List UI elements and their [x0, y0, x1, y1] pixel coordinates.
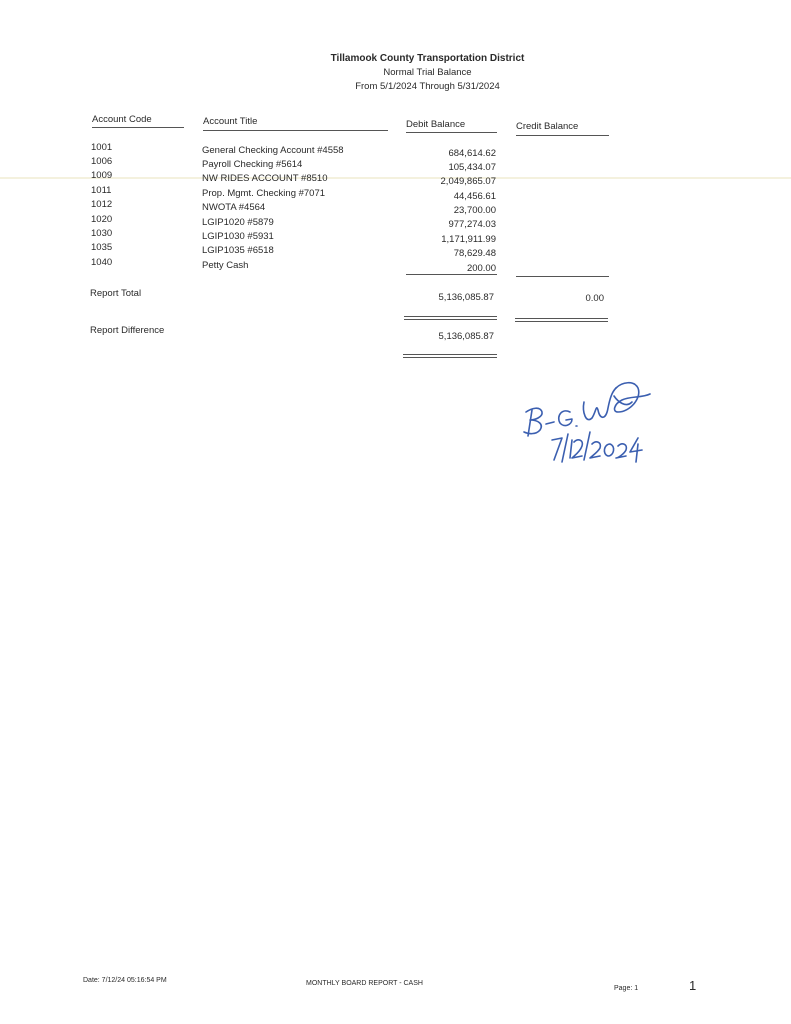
credit-total-double-line-1 [515, 318, 608, 319]
difference-double-line-2 [403, 357, 497, 358]
debit-total-double-line-2 [404, 319, 497, 320]
column-account-title: Account Title [203, 116, 258, 127]
debit-balance: 78,629.48 [453, 248, 496, 259]
account-code: 1040 [91, 257, 113, 268]
credit-total-double-line-2 [515, 321, 608, 322]
account-code: 1009 [91, 170, 113, 181]
handwritten-signature [518, 368, 668, 464]
column-account-code: Account Code [92, 114, 152, 125]
debit-balance: 684,614.62 [448, 148, 496, 159]
debit-balance: 105,434.07 [448, 162, 496, 173]
underline-credit [516, 135, 609, 136]
report-total-debit: 5,136,085.87 [438, 292, 494, 303]
debit-balance: 977,274.03 [448, 219, 496, 230]
footer-report-title: MONTHLY BOARD REPORT - CASH [306, 980, 423, 987]
report-total-label: Report Total [90, 288, 142, 299]
debit-balance: 44,456.61 [453, 191, 496, 202]
debit-balance: 2,049,865.07 [440, 176, 496, 187]
scan-artifact [0, 177, 791, 179]
account-code: 1001 [91, 142, 113, 153]
account-code: 1006 [91, 156, 113, 167]
debit-balance: 200.00 [466, 263, 496, 274]
difference-double-line-1 [403, 354, 497, 355]
account-code: 1030 [91, 228, 113, 239]
column-credit-balance: Credit Balance [516, 121, 579, 132]
underline-code [92, 127, 184, 128]
account-title: NWOTA #4564 [202, 202, 266, 213]
report-period: From 5/1/2024 Through 5/31/2024 [355, 81, 500, 92]
company-name: Tillamook County Transportation District [330, 53, 525, 64]
report-difference-value: 5,136,085.87 [438, 331, 494, 342]
account-title: LGIP1020 #5879 [202, 217, 274, 228]
debit-balance: 1,171,911.99 [441, 234, 496, 245]
report-name: Normal Trial Balance [383, 67, 472, 78]
underline-debit [406, 132, 497, 133]
account-code: 1012 [91, 199, 113, 210]
account-title: NW RIDES ACCOUNT #8510 [202, 173, 328, 184]
account-title: General Checking Account #4558 [202, 145, 344, 156]
footer-page-label: Page: 1 [614, 985, 639, 992]
debit-subtotal-line [406, 274, 497, 275]
credit-subtotal-line [516, 276, 609, 277]
column-debit-balance: Debit Balance [406, 119, 466, 130]
page-number: 1 [689, 978, 697, 993]
account-code: 1020 [91, 214, 113, 225]
debit-total-double-line-1 [404, 316, 497, 317]
account-title: Petty Cash [202, 260, 249, 271]
footer-print-date: Date: 7/12/24 05:16:54 PM [83, 977, 167, 984]
report-total-credit: 0.00 [585, 293, 604, 304]
account-title: Prop. Mgmt. Checking #7071 [202, 188, 326, 199]
account-title: LGIP1030 #5931 [202, 231, 274, 242]
debit-balance: 23,700.00 [453, 205, 496, 216]
account-code: 1035 [91, 242, 113, 253]
account-title: Payroll Checking #5614 [202, 159, 303, 170]
account-code: 1011 [91, 185, 112, 196]
underline-title [203, 130, 388, 131]
report-difference-label: Report Difference [90, 325, 165, 336]
account-title: LGIP1035 #6518 [202, 245, 274, 256]
